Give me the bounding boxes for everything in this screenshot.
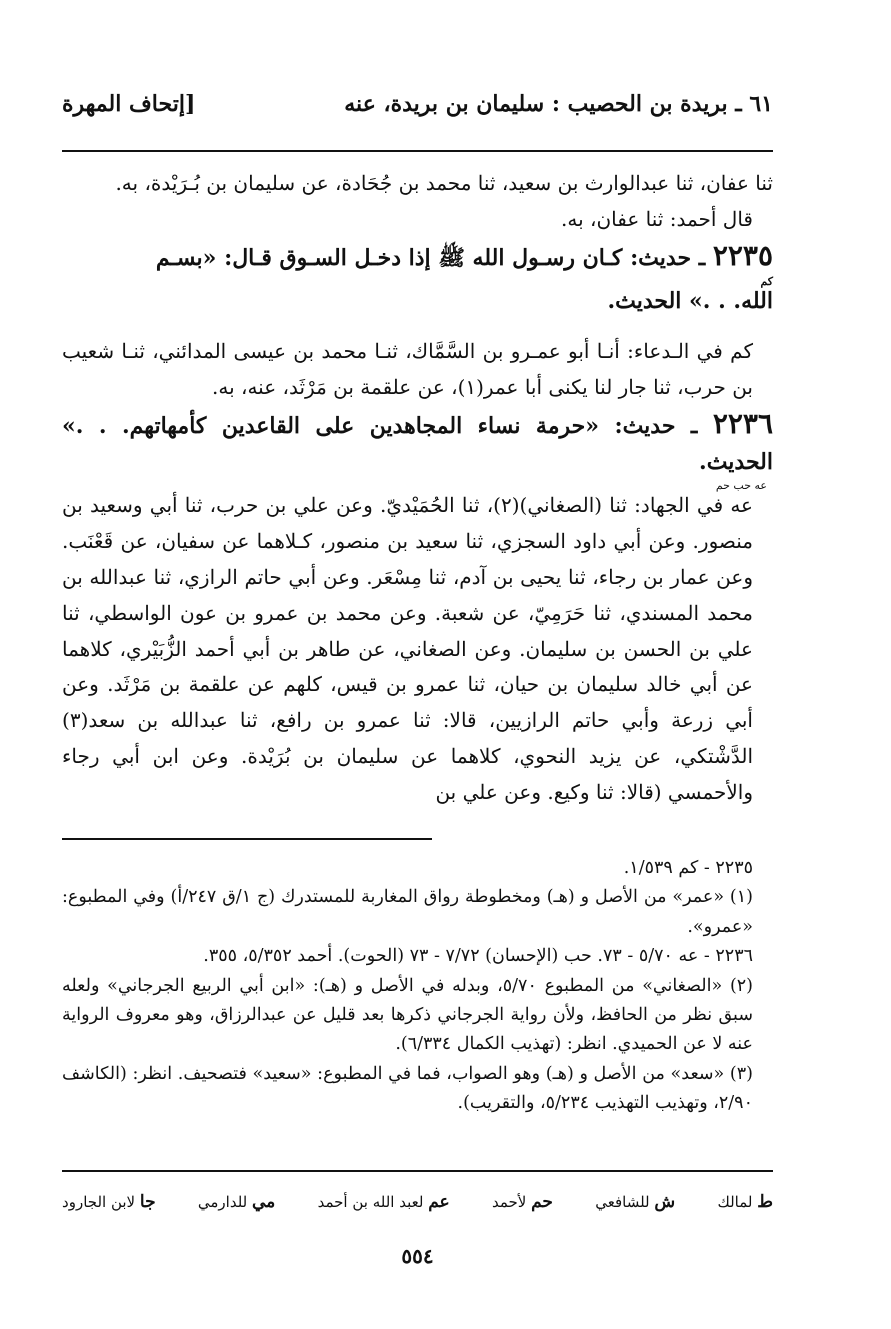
page — [62, 0, 773, 1329]
paragraph: عه في الجهاد: ثنا (الصغاني)(٢)، ثنا الحُمَيْديّ. وعن علي بن حرب، ثنا أبي وسعيد بن منصور. وعن أبي داود السجزي، ثنا سعيد بن منصور، كـلاهما عن سفيان، عن قَعْنَب. وعن عمار بن رجاء، ثنا يحيى بن آدم، ثنا مِسْعَر. وعن أبي حاتم الرازي، ثنا عبدالله بن محمد المسندي، ثنا حَرَمِيّ، عن شعبة. وعن محمد بن عمرو بن عون الواسطي، ثنا علي بن الحسن بن سليمان. وعن الصغاني، عن طاهر بن أبي أحمد الزُّبَيْري، كلاهما عن أبي خالد سليمان بن حيان، ثنا عمرو بن قيس، كلهم عن علقمة بن مَرْثَد. وعن أبي زرعة وأبي حاتم الرازيين، قالا: ثنا عمرو بن رافع، ثنا عبدالله بن سعد(٣) الدَّشْتكي، عن يزيد النحوي، كلاهما عن سليمان بن بُرَيْدة. وعن ابن أبي رجاء والأحمسي (قالا: ثنا وكيع. وعن علي بن — [62, 493, 753, 804]
running-header — [62, 84, 773, 124]
main-text — [62, 166, 773, 811]
footnotes — [62, 854, 773, 1119]
text-line: قال أحمد: ثنا عفان، به. — [561, 206, 753, 231]
hadith-text: ـ حديث: «حرمة نساء المجاهدين على القاعدين كأمهاتهم. . .» الحديث. — [62, 412, 773, 475]
footnote: ٢٢٣٦ - عه ٥/٧٠ - ٧٣. حب (الإحسان) ٧/٧٢ - ٧٣ (الحوت). أحمد ٥/٣٥٢، ٣٥٥. — [203, 946, 753, 967]
sigla-item: مي للدارمي — [197, 1192, 276, 1212]
hadith-number: ٢٢٣٦ — [712, 406, 773, 440]
sigla-legend — [62, 1192, 773, 1212]
hadith-heading-2235 — [62, 238, 773, 277]
running-header-book: [إتحاف المهرة — [62, 91, 196, 117]
sigla-item: ط لمالك — [717, 1192, 773, 1212]
sigla-item: حم لأحمد — [491, 1192, 553, 1212]
hadith-text: ـ حديث: كـان رسـول الله ﷺ إذا دخـل السـوق قـال: «بسـم — [155, 244, 706, 271]
sigla-item: ش للشافعي — [595, 1192, 676, 1212]
hadith-number: ٢٢٣٥ — [712, 238, 773, 272]
source-sigla: عه حب حم — [715, 479, 767, 493]
hadith-heading-cont — [62, 276, 773, 320]
sigla-rule — [62, 1170, 773, 1172]
text-line: ثنا عفان، ثنا عبدالوارث بن سعيد، ثنا محمد بن جُحَادة، عن سليمان بن بُـرَيْدة، به. — [115, 171, 773, 195]
sigla-item: جا لابن الجارود — [62, 1192, 156, 1212]
footnote-rule — [62, 838, 432, 840]
header-rule — [62, 150, 773, 152]
page-number: ٥٥٤ — [401, 1244, 434, 1268]
spacer — [62, 320, 773, 334]
footnote: ٢٢٣٥ - كم ١/٥٣٩. — [623, 858, 753, 878]
paragraph: كم في الـدعاء: أنـا أبو عمـرو بن السَّمَّاك، ثنـا محمد بن عيسى المدائني، ثنـا شعيب بن حرب، ثنا جار لنا يكنى أبا عمر(١)، عن علقمة بن مَرْثَد، عنه، به. — [62, 339, 753, 399]
footnote: (٣) «سعد» من الأصل و (هـ) وهو الصواب، فما في المطبوع: «سعيد» فتصحيف. انظر: (الكاشف ٢/٩٠، وتهذيب التهذيب ٥/٢٣٤، والتقريب). — [62, 1063, 753, 1114]
hadith-heading-2236 — [62, 406, 773, 481]
hadith-text: الله. . .» الحديث. — [607, 288, 773, 315]
sigla-item: عم لعبد الله بن أحمد — [317, 1192, 450, 1212]
footnote: (١) «عمر» من الأصل و (هـ) ومخطوطة رواق المغاربة للمستدرك (ج ١/ق ٢٤٧/أ) وفي المطبوع: «عمرو». — [62, 887, 753, 937]
source-sigla: كم — [760, 275, 773, 289]
running-header-chapter: ٦١ ـ بريدة بن الحصيب : سليمان بن بريدة، عنه — [344, 91, 773, 117]
footnote: (٢) «الصغاني» من المطبوع ٥/٧٠، وبدله في الأصل و (هـ): «ابن أبي الربيع الجرجاني» ولعله سبق نظر من الحافظ، ولأن رواية الجرجاني ذكرها بعد قليل عن عبدالرزاق، وهو معروف الرواية عنه لا عن الحميدي. انظر: (تهذيب الكمال ٦/٣٣٤). — [62, 975, 753, 1055]
